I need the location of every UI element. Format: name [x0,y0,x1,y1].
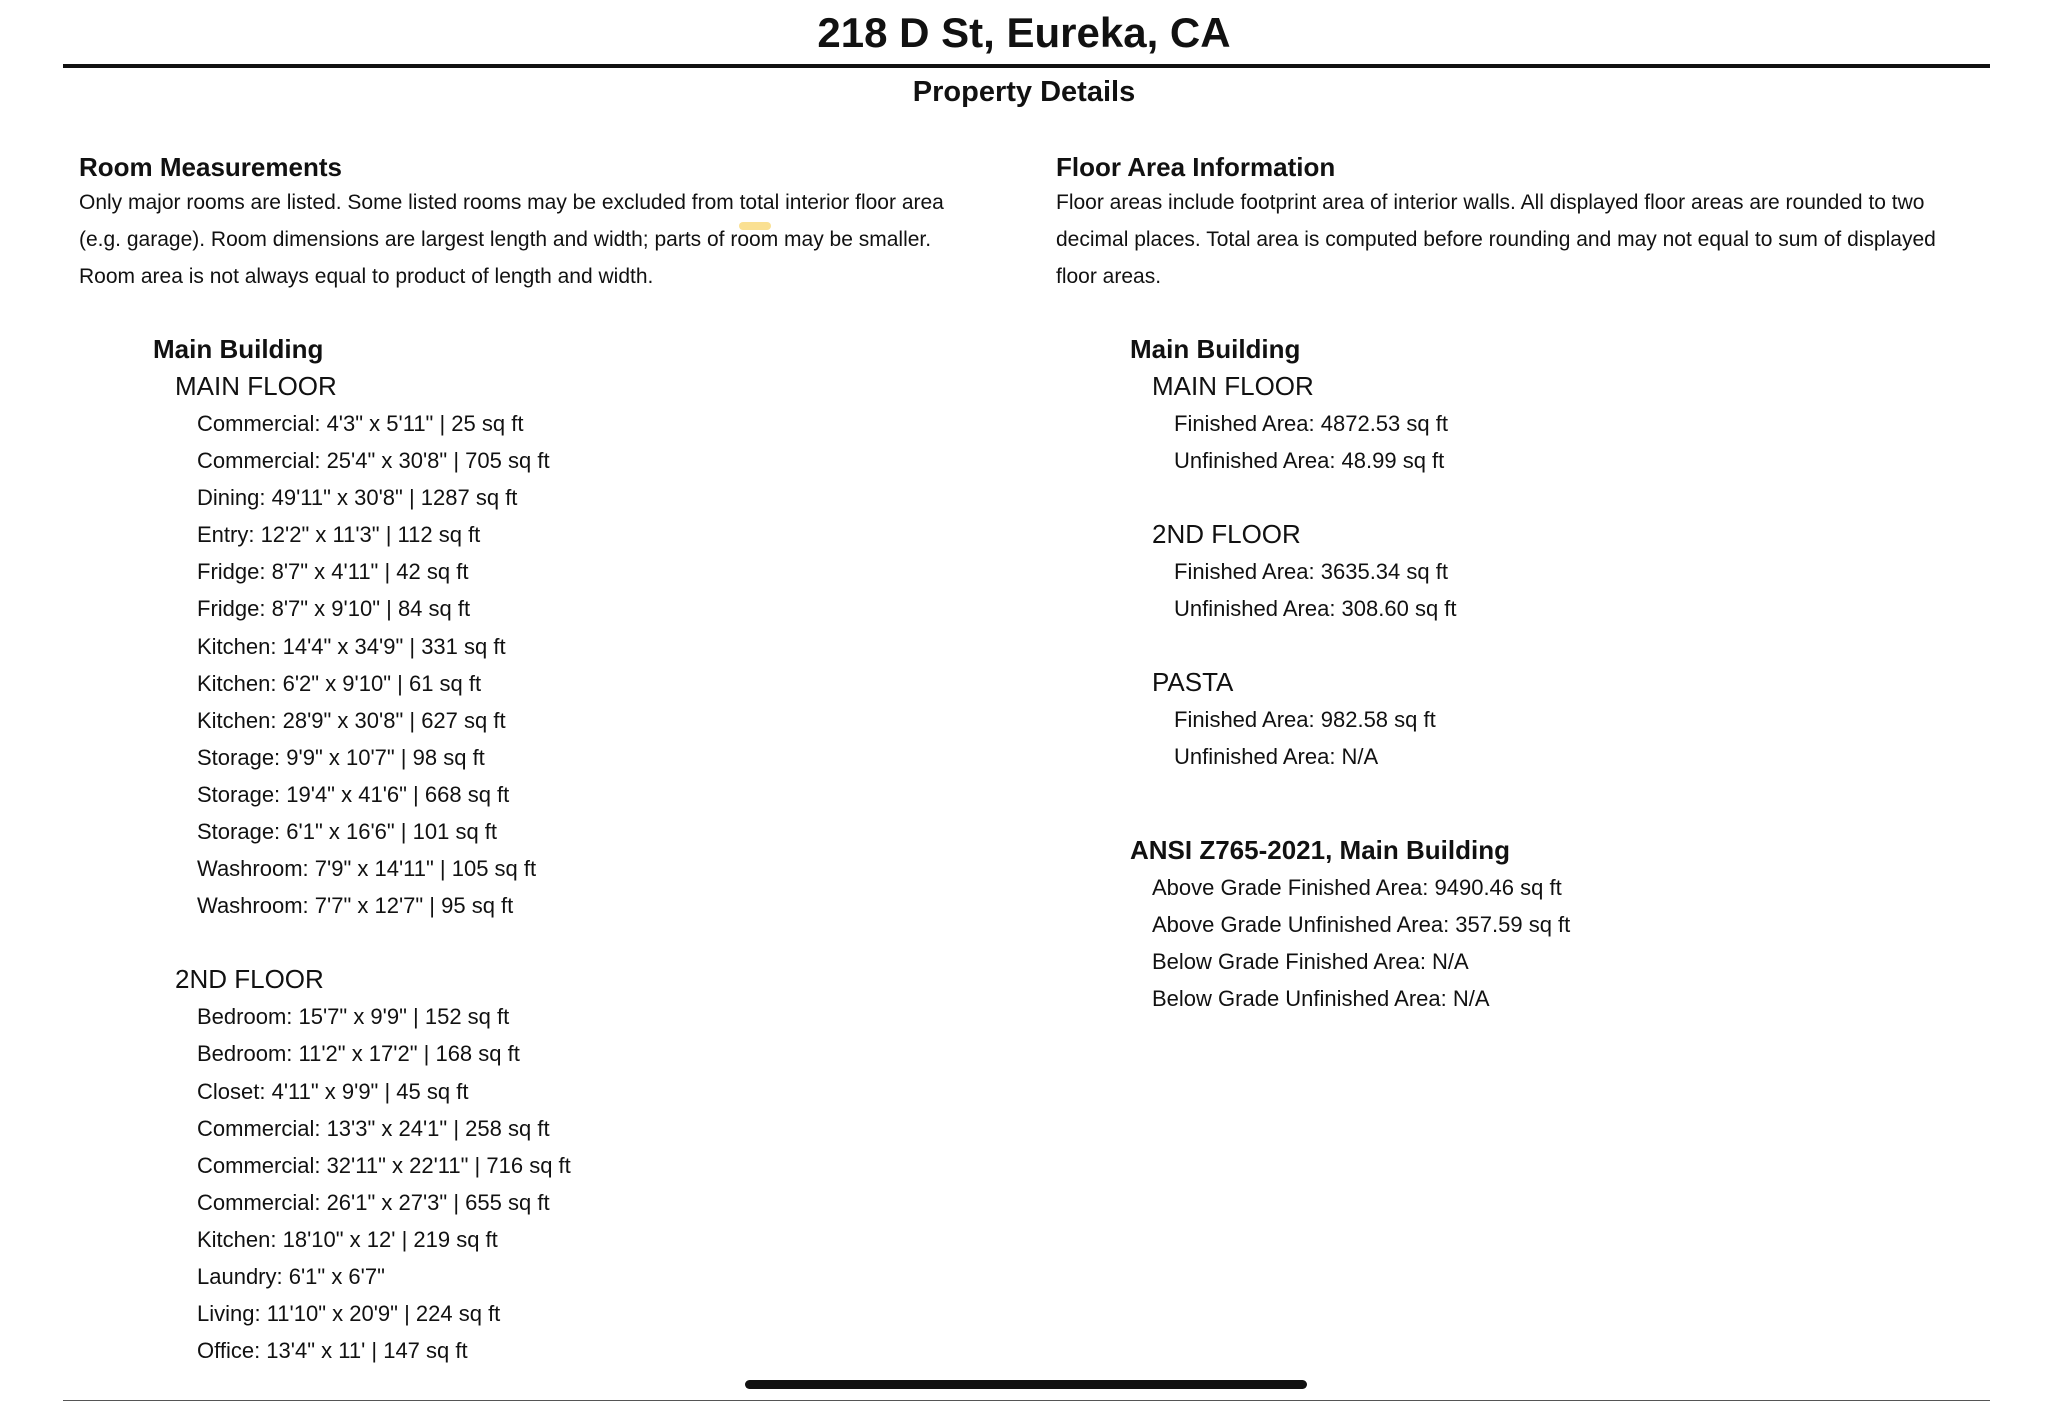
unfinished-area: Unfinished Area: 308.60 sq ft [1174,596,1457,622]
finished-area: Finished Area: 4872.53 sq ft [1174,411,1448,436]
room-item: Commercial: 4'3" x 5'11" | 25 sq ft [197,411,524,436]
room-item: Kitchen: 6'2" x 9'10" | 61 sq ft [197,670,482,696]
floor-title: 2ND FLOOR [175,964,324,995]
floor-area-second [1152,516,2016,664]
ansi-line: Above Grade Unfinished Area: 357.59 sq ft [1152,911,1571,937]
room-item: Storage: 19'4" x 41'6" | 668 sq ft [197,781,510,807]
room-measurements-section [79,150,1009,1369]
unfinished-area: Unfinished Area: 48.99 sq ft [1174,448,1445,474]
room-item: Entry: 12'2" x 11'3" | 112 sq ft [197,522,481,548]
room-item: Closet: 4'11" x 9'9" | 45 sq ft [197,1078,469,1104]
floor-area-main [1152,368,2016,516]
room-measurements-note-line: (e.g. garage). Room dimensions are largest length and width; parts of room may be smaller. [79,228,932,251]
room-list [197,998,1009,1369]
floor-block-second [175,961,1009,1369]
room-item: Fridge: 8'7" x 4'11" | 42 sq ft [197,559,469,585]
floor-area-section [1056,150,2016,1017]
ansi-line: Below Grade Unfinished Area: N/A [1152,985,1490,1011]
area-list [1174,701,2016,775]
room-measurements-note-line: Room area is not always equal to product of length and width. [79,265,654,288]
floor-area-note-line: floor areas. [1056,265,1162,288]
unfinished-area: Unfinished Area: N/A [1174,744,1379,770]
room-item: Kitchen: 28'9" x 30'8" | 627 sq ft [197,707,506,733]
floor-area-pasta [1152,664,2016,775]
room-item: Office: 13'4" x 11' | 147 sq ft [197,1338,468,1364]
floor-area-building [1130,331,2016,1017]
area-list [1174,405,2016,479]
floor-area-note-line: Floor areas include footprint area of interior walls. All displayed floor areas are rounded to two [1056,191,1925,214]
room-item: Washroom: 7'9" x 14'11" | 105 sq ft [197,856,537,882]
finished-area: Finished Area: 3635.34 sq ft [1174,559,1448,585]
home-indicator-bar[interactable] [745,1380,1307,1389]
room-item: Kitchen: 14'4" x 34'9" | 331 sq ft [197,633,506,659]
room-list [197,405,1009,924]
ansi-line: Above Grade Finished Area: 9490.46 sq ft [1152,874,1562,900]
room-item: Commercial: 13'3" x 24'1" | 258 sq ft [197,1115,550,1141]
building-title: Main Building [153,334,324,364]
floor-block-main [175,368,1009,961]
room-item: Dining: 49'11" x 30'8" | 1287 sq ft [197,485,518,511]
ansi-line: Below Grade Finished Area: N/A [1152,948,1469,974]
ansi-summary [1130,832,2016,1017]
room-item: Kitchen: 18'10" x 12' | 219 sq ft [197,1226,498,1252]
area-list [1174,553,2016,627]
finished-area: Finished Area: 982.58 sq ft [1174,707,1436,733]
building-title: Main Building [1130,334,1301,364]
floor-title: MAIN FLOOR [1152,371,1314,401]
room-item: Fridge: 8'7" x 9'10" | 84 sq ft [197,596,471,622]
title-divider [63,64,1990,68]
ansi-title: ANSI Z765-2021, Main Building [1130,834,1510,865]
room-item: Commercial: 26'1" x 27'3" | 655 sq ft [197,1189,550,1215]
floor-title: MAIN FLOOR [175,371,337,401]
room-measurements-note-line: Only major rooms are listed. Some listed rooms may be excluded from total interior floor area [79,191,944,214]
room-measurements-building [153,331,1009,1369]
room-item: Laundry: 6'1" x 6'7" [197,1263,385,1289]
floor-area-note-line: decimal places. Total area is computed before rounding and may not equal to sum of displayed [1056,228,1936,251]
room-measurements-heading: Room Measurements [79,152,342,182]
ansi-list [1152,869,2016,1017]
floor-title: PASTA [1152,667,1234,698]
floor-area-heading: Floor Area Information [1056,152,1336,182]
bottom-divider [63,1400,1990,1401]
page-subtitle: Property Details [912,76,1136,108]
floor-title: 2ND FLOOR [1152,519,1301,550]
room-item: Washroom: 7'7" x 12'7" | 95 sq ft [197,893,514,919]
room-item: Storage: 9'9" x 10'7" | 98 sq ft [197,744,485,770]
room-item: Bedroom: 15'7" x 9'9" | 152 sq ft [197,1004,510,1030]
page-title: 218 D St, Eureka, CA [817,9,1231,56]
room-item: Bedroom: 11'2" x 17'2" | 168 sq ft [197,1041,520,1067]
room-item: Living: 11'10" x 20'9" | 224 sq ft [197,1301,501,1327]
room-item: Commercial: 32'11" x 22'11" | 716 sq ft [197,1152,571,1178]
room-item: Storage: 6'1" x 16'6" | 101 sq ft [197,819,498,845]
room-item: Commercial: 25'4" x 30'8" | 705 sq ft [197,448,550,474]
